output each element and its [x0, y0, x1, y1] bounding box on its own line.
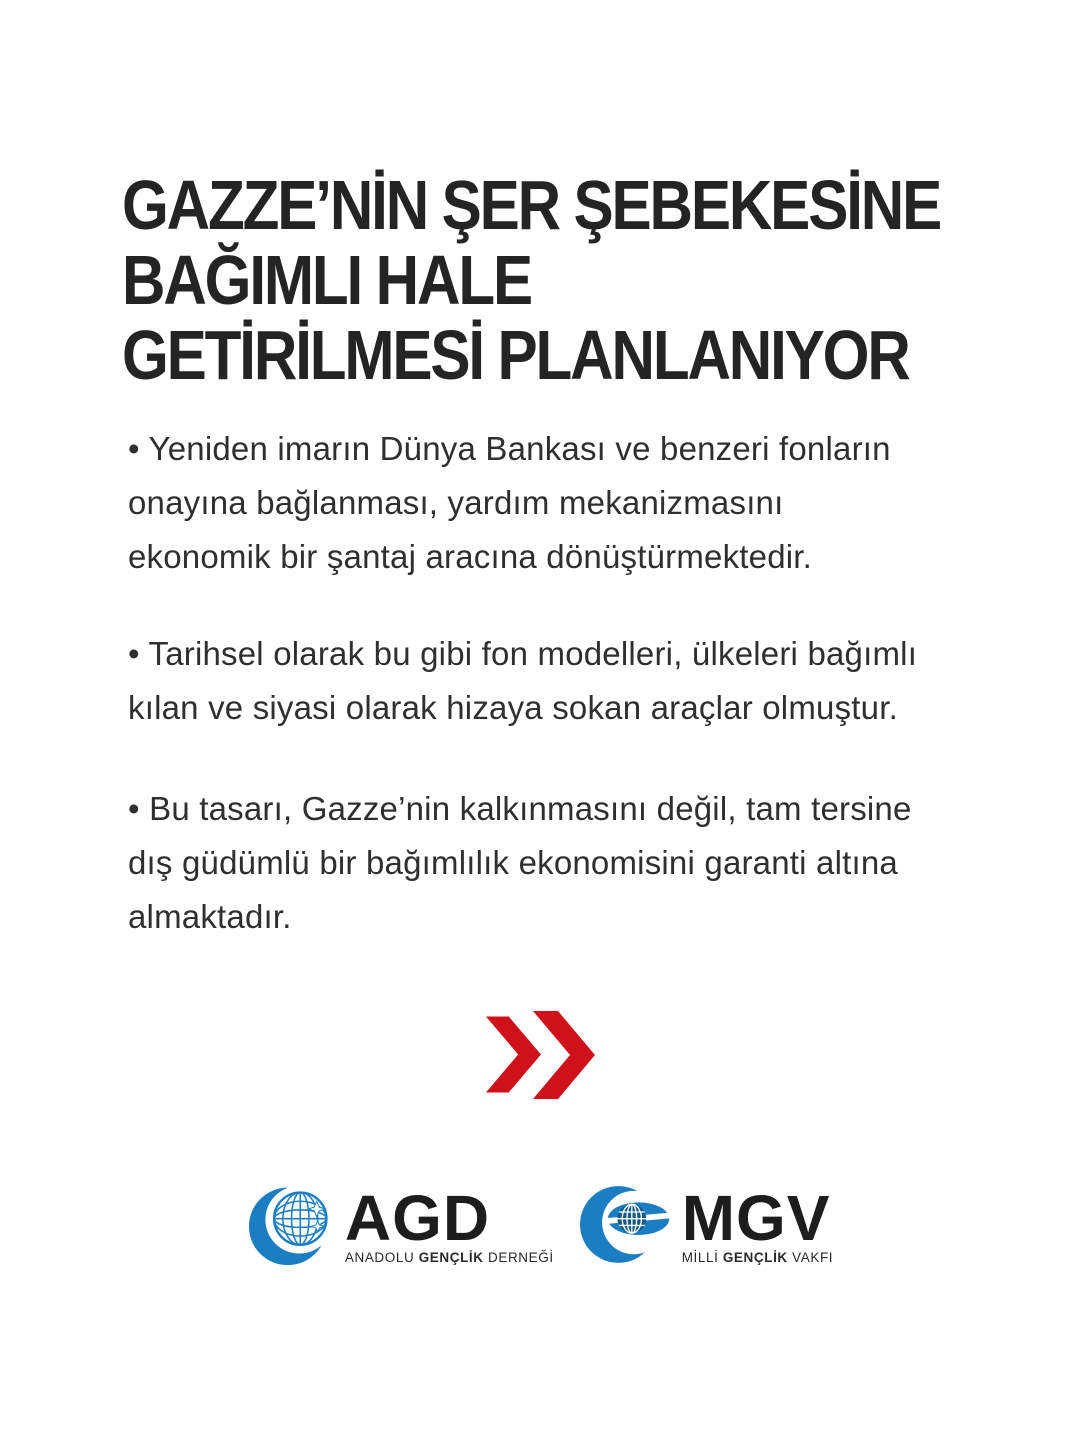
agd-logo-texts	[344, 1182, 554, 1265]
mgv-logo	[580, 1178, 833, 1275]
footer-logos	[0, 1178, 1080, 1275]
paragraph-line: • Bu tasarı, Gazze’nin kalkınmasını değil, tam tersine	[128, 790, 912, 827]
mgv-subtitle	[682, 1250, 833, 1265]
paragraph-line: onayına bağlanması, yardım mekanizmasını	[128, 484, 784, 521]
mgv-subtitle-bold: GENÇLİK	[722, 1250, 788, 1265]
bullet-paragraph-3	[128, 782, 912, 944]
mgv-logo-texts	[681, 1182, 834, 1265]
agd-subtitle	[345, 1250, 554, 1265]
headline-line-1: GAZZE’NİN ŞER ŞEBEKESİNE	[122, 166, 941, 244]
paragraph-line: • Tarihsel olarak bu gibi fon modelleri, ülkeleri bağımlı	[128, 635, 918, 672]
headline-line-2: BAĞIMLI HALE	[122, 241, 531, 319]
agd-logo	[247, 1178, 554, 1275]
mgv-subtitle-post: VAKFI	[787, 1250, 834, 1265]
mgv-subtitle-pre: MİLLİ	[681, 1250, 723, 1265]
agd-subtitle-pre: ANADOLU	[344, 1250, 419, 1265]
headline	[122, 168, 940, 393]
agd-acronym: AGD	[344, 1182, 491, 1254]
bullet-paragraph-1	[128, 422, 891, 584]
mgv-acronym: MGV	[681, 1182, 831, 1254]
paragraph-line: kılan ve siyasi olarak hizaya sokan araçlar olmuştur.	[128, 689, 898, 726]
paragraph-line: ekonomik bir şantaj aracına dönüştürmektedir.	[128, 538, 813, 575]
paragraph-line: almaktadır.	[128, 898, 292, 935]
paragraph-line: dış güdümlü bir bağımlılık ekonomisini garanti altına	[128, 844, 898, 881]
agd-subtitle-post: DERNEĞİ	[483, 1250, 554, 1265]
double-chevron-right-icon	[0, 1005, 1080, 1105]
agd-subtitle-bold: GENÇLİK	[418, 1250, 484, 1265]
agd-crescent-globe-icon	[247, 1178, 339, 1275]
mgv-crescent-globe-icon	[580, 1178, 676, 1275]
headline-line-3: GETİRİLMESİ PLANLANIYOR	[122, 316, 909, 394]
paragraph-line: • Yeniden imarın Dünya Bankası ve benzeri fonların	[128, 430, 891, 467]
bullet-paragraph-2	[128, 627, 917, 735]
